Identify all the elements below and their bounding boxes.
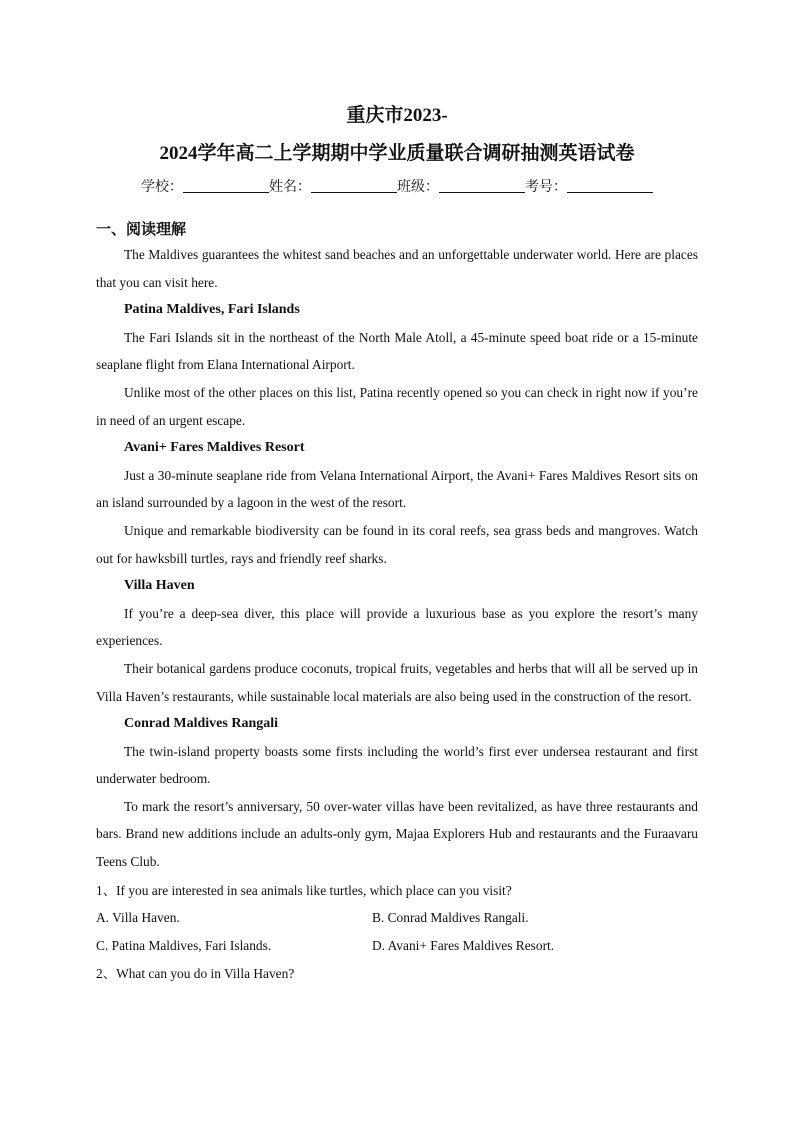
option-c[interactable]: C. Patina Maldives, Fari Islands. <box>96 937 272 953</box>
class-blank[interactable] <box>439 176 525 193</box>
name-blank[interactable] <box>311 176 397 193</box>
exam-title-line2: 2024学年高二上学期期中学业质量联合调研抽测英语试卷 <box>159 143 635 164</box>
place-paragraph: Their botanical gardens produce coconuts, tropical fruits, vegetables and herbs that will all be served up in Villa Haven’s restaurants, while sustainable local materials are also being used in the construction of the resort. <box>96 660 698 704</box>
place-paragraph: The Fari Islands sit in the northeast of the North Male Atoll, a 45-minute speed boat ride or a 15-minute seaplane flight from Elana International Airport. <box>96 329 698 373</box>
option-a[interactable]: A. Villa Haven. <box>96 910 180 926</box>
place-paragraph: Just a 30-minute seaplane ride from Velana International Airport, the Avani+ Fares Maldives Resort sits on an island surrounded by a lagoon in the west of the resort. <box>96 467 698 511</box>
place-paragraph: Unlike most of the other places on this list, Patina recently opened so you can check in right now if you’re in need of an urgent escape. <box>96 384 698 428</box>
option-d[interactable]: D. Avani+ Fares Maldives Resort. <box>372 937 555 953</box>
exam-page <box>96 96 698 988</box>
intro-paragraph: The Maldives guarantees the whitest sand beaches and an unforgettable underwater world. Here are places that you can visit here. <box>96 247 698 290</box>
place-paragraph: The twin-island property boasts some firsts including the world’s first ever undersea restaurant and first underwater bedroom. <box>96 743 698 787</box>
place-heading: Avani+ Fares Maldives Resort <box>124 440 305 456</box>
school-blank[interactable] <box>183 176 269 193</box>
place-heading: Conrad Maldives Rangali <box>124 716 279 732</box>
place-paragraph: Unique and remarkable biodiversity can be found in its coral reefs, sea grass beds and mangroves. Watch out for hawksbill turtles, rays and friendly reef sharks. <box>96 522 698 566</box>
exam-title-line1: 重庆市2023- <box>346 105 448 126</box>
number-blank[interactable] <box>567 176 653 193</box>
name-label: 姓名： <box>269 179 311 195</box>
section-heading: 一、阅读理解 <box>96 220 187 238</box>
options-row <box>96 904 698 932</box>
place-heading: Patina Maldives, Fari Islands <box>124 302 300 318</box>
student-info-line <box>96 174 698 199</box>
question-stem: 1、If you are interested in sea animals like turtles, which place can you visit? <box>96 882 512 898</box>
option-b[interactable]: B. Conrad Maldives Rangali. <box>372 910 529 926</box>
school-label: 学校： <box>141 179 183 195</box>
place-paragraph: If you’re a deep-sea diver, this place will provide a luxurious base as you explore the resort’s many experiences. <box>96 605 698 649</box>
place-heading: Villa Haven <box>124 578 195 594</box>
class-label: 班级： <box>397 179 439 195</box>
options-row <box>96 932 698 960</box>
place-paragraph: To mark the resort’s anniversary, 50 over-water villas have been revitalized, as have three restaurants and bars. Brand new additions include an adults-only gym, Majaa Explorers Hub and restaurants and the Furaavaru Teens Club. <box>96 798 698 870</box>
number-label: 考号： <box>525 179 567 195</box>
question-stem: 2、What can you do in Villa Haven? <box>96 966 295 982</box>
